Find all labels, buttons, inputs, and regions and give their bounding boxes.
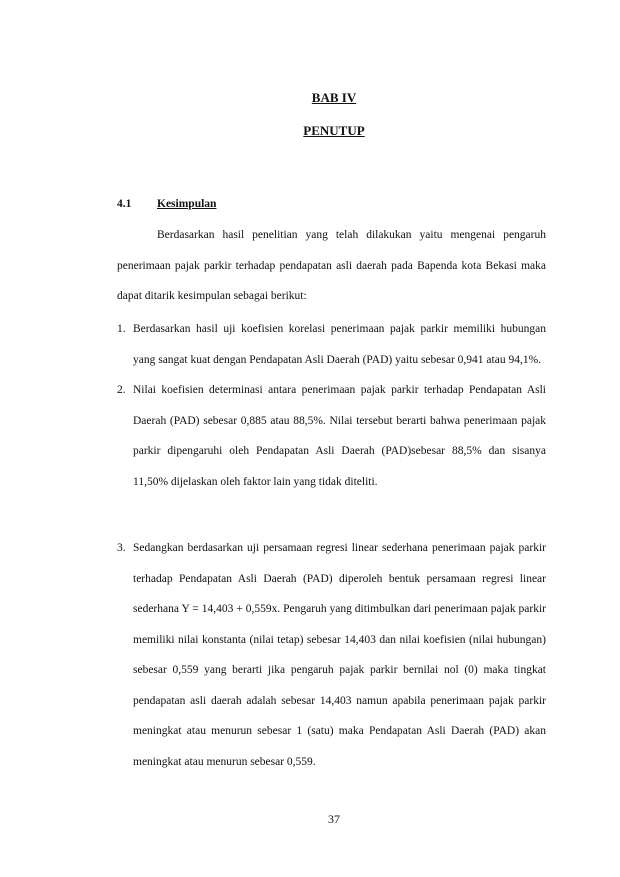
section-heading [117,198,216,210]
list-item-marker: 2. [117,384,126,396]
section-number: 4.1 [117,198,132,210]
list-item [117,375,546,497]
conclusion-list [117,314,546,497]
list-item [117,533,546,777]
list-item [117,314,546,375]
list-item-marker: 1. [117,323,126,335]
list-item-marker: 3. [117,542,126,554]
intro-paragraph: Berdasarkan hasil penelitian yang telah dilakukan yaitu mengenai pengaruh penerimaan pajak parkir terhadap pendapatan asli daerah pada Bapenda kota Bekasi maka dapat ditarik kesimpulan sebagai berikut: [117,229,546,302]
list-item-text: Nilai koefisien determinasi antara penerimaan pajak parkir terhadap Pendapatan Asli Daerah (PAD) sebesar 0,885 atau 88,5%. Nilai tersebut berarti bahwa penerimaan pajak parkir dipengaruhi oleh Pendapatan Asli Daerah (PAD)sebesar 88,5% dan sisanya 11,50% dijelaskan oleh faktor lain yang tidak diteliti. [133,384,546,488]
chapter-number: BAB IV [311,90,357,105]
conclusion-list-continued [117,533,546,777]
list-item-text: Berdasarkan hasil uji koefisien korelasi penerimaan pajak parkir memiliki hubungan yang sangat kuat dengan Pendapatan Asli Daerah (PAD) yaitu sebesar 0,941 atau 94,1%. [133,323,546,366]
section-title: Kesimpulan [157,198,217,210]
page-number: 37 [328,812,340,826]
list-item-text: Sedangkan berdasarkan uji persamaan regresi linear sederhana penerimaan pajak parkir terhadap Pendapatan Asli Daerah (PAD) diperoleh bentuk persamaan regresi linear sederhana Y = 14,403 + 0,559x. Pengaruh yang ditimbulkan dari penerimaan pajak parkir memiliki nilai konstanta (nilai tetap) sebesar 14,403 dan nilai koefisien (nilai hubungan) sebesar 0,559 yang berarti jika pengaruh pajak parkir bernilai nol (0) maka tingkat pendapatan asli daerah adalah sebesar 14,403 namun apabila penerimaan pajak parkir meningkat atau menurun sebesar 1 (satu) maka Pendapatan Asli Daerah (PAD) akan meningkat atau menurun sebesar 0,559. [133,542,546,768]
chapter-title: PENUTUP [303,123,365,138]
